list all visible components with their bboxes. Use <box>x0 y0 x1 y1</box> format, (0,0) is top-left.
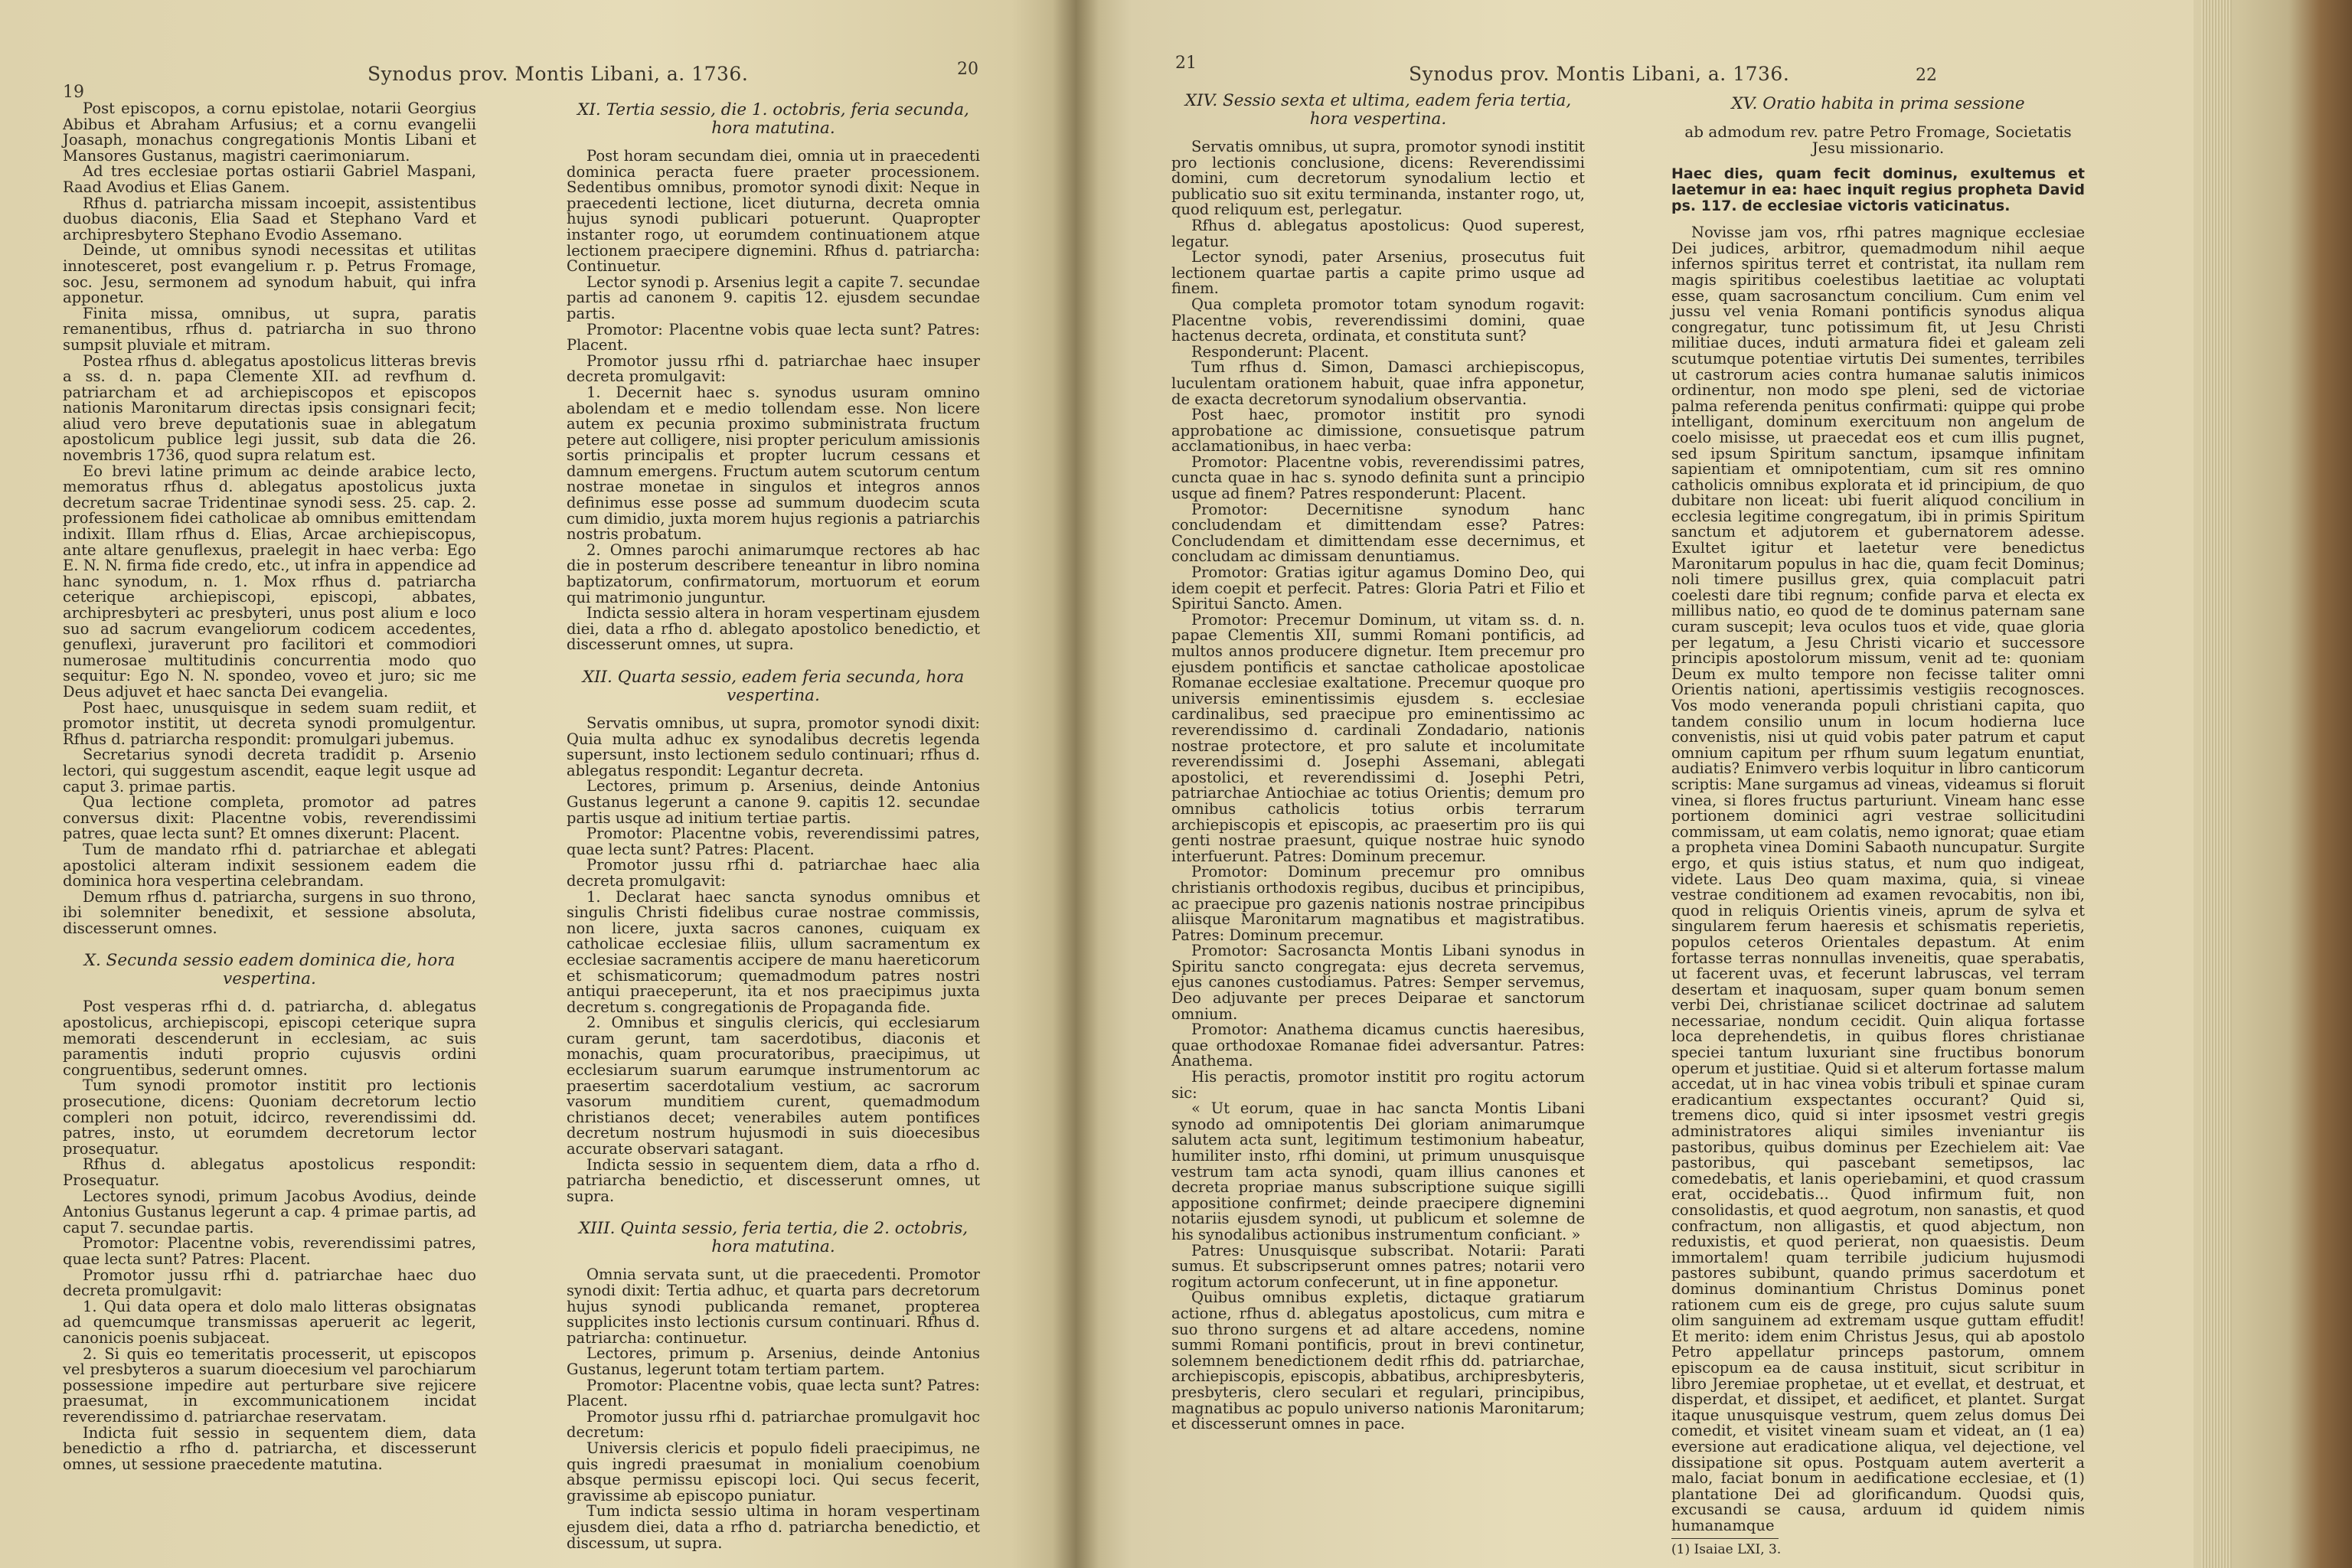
page-edges <box>2201 0 2232 1568</box>
paragraph: Quibus omnibus expletis, dictaque gratiarum actione, rfhus d. ablegatus apostolicus, cum mitra e suo throno surgens et ad altare accedens, nomine summi Romani pontificis, prout in brevi continetur, solemnem benedictionem dedit rfhis dd. patriarchae, archiepiscopis, episcopis, abbatibus, archipresbyteris, presbyteris, clero seculari et regulari, principibus, magnatibus ac populo universo nationis Maronitarum; et discesserunt omnes in pace. <box>1171 1289 1585 1433</box>
paragraph: Universis clericis et populo fideli praecipimus, ne quis ingredi praesumat in monialium coenobium absque permissu episcopi loci. Qui secus fecerit, gravissime ab episcopo puniatur. <box>567 1439 980 1504</box>
paragraph: Tum synodi promotor institit pro lectionis prosecutione, dicens: Quoniam decretorum lectio compleri non potuit, idcirco, reverendissimi dd. patres, insto, ut eorumdem decretorum lector prosequatur. <box>63 1076 476 1158</box>
paragraph: Ad tres ecclesiae portas ostiarii Gabriel Maspani, Raad Avodius et Elias Ganem. <box>63 162 476 196</box>
paragraph: 1. Qui data opera et dolo malo litteras obsignatas ad quemcumque transmissas aperuerit ac legerit, canonicis poenis subjaceat. <box>63 1297 476 1347</box>
right-page <box>1076 0 2194 1568</box>
paragraph: Rfhus d. patriarcha missam incoepit, assistentibus duobus diaconis, Elia Saad et Stephano Vard et archipresbytero Stephano Evodio Assemano. <box>63 194 476 243</box>
paragraph: Deinde, ut omnibus synodi necessitas et utilitas innotesceret, post evangelium r. p. Petrus Fromage, soc. Jesu, sermonem ad synodum habuit, qui infra apponetur. <box>63 241 476 307</box>
paragraph: Servatis omnibus, ut supra, promotor synodi institit pro lectionis conclusione, dicens: Reverendissimi domini, cum decretorum synodalium lectio et publicatio suo sit exitu terminanda, instanter rogo, ut, quod reliquum est, perlegatur. <box>1171 138 1585 219</box>
footnote-rule <box>1671 1538 1779 1539</box>
paragraph: His peractis, promotor institit pro rogitu actorum sic: <box>1171 1068 1585 1102</box>
paragraph: 2. Si quis eo temeritatis processerit, ut episcopos vel presbyteros a suarum dioecesium vel parochiarum possessione impedire aut perturbare sive rejicere praesumat, in excommunicationem incidat reverendissimo d. patriarchae reservatam. <box>63 1344 476 1426</box>
paragraph: Novisse jam vos, rfhi patres magnique ecclesiae Dei judices, arbitror, quemadmodum nihil aeque infernos spiritus terret et contristat, ita nullam rem magis spiritibus coelestibus laetitiae ac voluptati esse, quam sacrosanctum concilium. Cum enim vel jussu vel venia Romani pontificis synodus aliqua congregatur, tunc potissimum fit, ut Jesu Christi militiae duces, induti armatura fidei et galeam zeli scutumque potentiae virtutis Dei sumentes, terribiles ut castrorum acies contra humanae salutis inimicos ordinentur, non modo spe pleni, sed de victoriae palma referenda penitus confirmati: quippe qui probe intelligant, dominum exercituum non angelum de coelo misisse, ut praecedat eos et cum illis pugnet, sed ipsum Spiritum sanctum, ipsamque infinitam sapientiam et omnipotentiam, cum sit res omnino catholicis omnibus explorata et id principium, de quo dubitare non liceat: ubi fuerit aliquod concilium in ecclesia legitime congregatum, ibi in primis Spiritum sanctum et adjutorem et gubernatorem adesse. Exultet igitur et laetetur vere benedictus Maronitarum populus in hac die, quam fecit Dominus; noli timere pusillus grex, quia complacuit patri coelesti dare tibi regnum; confide parva et electa ex millibus natio, eo quod de te dominus paternam sane curam suscepit; leva oculos tuos et vide, quae gloria per legatum, a Jesu Christi vicario et successore principis apostolorum missum, venit ad te: quoniam Deum ex multo tempore non fecisse taliter omni Orientis nationi, apertissimis vestigiis recognosces. Vos modo veneranda populi christiani capita, quo tandem consilio unum in locum hodierna luce convenistis, nisi ut quid vobis pater patrum et caput omnium capitum per rfhum suum legatum enuntiat, audiatis? Enimvero verbis loquitur in libro canticorum scriptis: Mane surgamus ad vineas, videamus si floruit vinea, si flores fructus parturiunt. Vineam hanc esse portionem dominici agri vestrae sollicitudini commissam, ut eam colatis, nemo ignorat; quae etiam a propheta vinea Domini Sabaoth nuncupatur. Surgite ergo, et quis istius status, et num quo indigeat, videte. Laus Deo quam maxima, quia, si vineae vestrae conditionem ad examen revocabitis, non ibi, quod in reliquis Orientis vineis, aprum de sylva et singularem ferum haeresis et schismatis reperietis, populos ceteros Orientales depastum. At enim fortasse terras nonnullas inveneitis, quae sperabatis, ut facerent uvas, et fecerunt labruscas, vel terram desertam et inaquosam, super quam bonum semen verbi Dei, christianae scilicet doctrinae ad salutem necessariae, nondum cecidit. Quin aliqua fortasse loca deprehendetis, in quibus flores christianae speciei tantum luxuriant sine fructibus bonorum operum et justitiae. Quid si et alterum fortasse malum accedat, ut in hac vinea vobis tribuli et spinae curam eradicantium exspectantes occurant? Quid si, tremens dico, quid si inter ipsosmet vestri gregis administratores aliqui similes inveniantur iis pastoribus, quibus dominus per Ezechielem ait: Vae pastoribus, qui pascebant semetipsos, lac comedebatis, et lanis operiebamini, et quod crassum erat, occidebatis... Quod infirmum fuit, non consolidastis, et quod aegrotum, non sanastis, et quod confractum, non alligastis, et quod abjectum, non reduxistis, et quod perierat, non quaesistis. Deum immortalem! quam terribile judicium hujusmodi pastores subibunt, quando primus sacerdotum et dominus dominantium Christus Dominus ponet rationem cum eis de grege, pro cujus salute suum olim sanguinem ad extremam usque guttam effudit! Et merito: idem enim Christus Jesus, qui ab apostolo Petro appellatur princeps pastorum, omnem episcopum ea de causa instituit, sicut scribitur in libro Jeremiae prophetae, ut et evellat, et destruat, et disperdat, et dissipet, et aedificet, et plantet. Surgat itaque unusquisque vestrum, quem zelus domus Dei comedit, et visitet vineam suam et videat, an (1 ea) eversione aut eradicatione aliqua, vel dejectione, vel dissipatione sit opus. Postquam autem averterit a malo, faciat bonum in aedificatione ecclesiae, et (1) plantatione Dei ad glorificandum. Quodsi quis, excusandi se causa, arduum id quidem nimis humanamque <box>1671 224 2085 1534</box>
paragraph: Promotor: Gratias igitur agamus Domino Deo, qui idem coepit et perfecit. Patres: Gloria Patri et Filio et Spiritui Sancto. Amen. <box>1171 564 1585 613</box>
paragraph: Patres: Unusquisque subscribat. Notarii: Parati sumus. Et subscripserunt omnes patres; notarii vero rogitum actorum confecerunt, ut in fine apponetur. <box>1171 1241 1585 1291</box>
paragraph: Demum rfhus d. patriarcha, surgens in suo throno, ibi solemniter benedixit, et sessione absoluta, discesserunt omnes. <box>63 887 476 937</box>
paragraph: Promotor: Placentne vobis quae lecta sunt? Patres: Placent. <box>567 320 980 354</box>
paragraph: Promotor: Placentne vobis, reverendissimi patres, quae lecta sunt? Patres: Placent. <box>567 825 980 858</box>
paragraph: Rfhus d. ablegatus apostolicus: Quod superest, legatur. <box>1171 216 1585 250</box>
paragraph: « Ut eorum, quae in hac sancta Montis Libani synodo ad omnipotentis Dei gloriam animarumque salutem acta sunt, legitimum testimonium habeatur, humiliter insto, rfhi domini, ut primum unusquisque vestrum tam acta synodi, quam illius canones et decreta propriae manus subscriptione suique sigilli appositione confirmet; deinde praecipere dignemini notariis ejusdem synodi, ut publicum et solemne de his synodalibus actionibus instrumentum conficiant. » <box>1171 1099 1585 1243</box>
section-heading: X. Secunda sessio eadem dominica die, hora vespertina. <box>83 951 456 989</box>
paragraph: 1. Decernit haec s. synodus usuram omnino abolendam et e medio tollendam esse. Non licere autem ex pecunia proximo subministrata fructum petere aut colligere, nisi propter periculum amissionis sortis principalis et propter lucrum cessans et damnum emergens. Fructum autem scutorum centum nostrae monetae in singulos et integros annos definimus esse posse ad summum duodecim scuta cum dimidio, juxta morem hujus regionis a patriarchis nostris probatum. <box>567 383 980 544</box>
paragraph: Promotor: Placentne vobis, reverendissimi patres, cuncta quae in hac s. synodo definita sunt a principio usque ad finem? Patres responderunt: Placent. <box>1171 452 1585 503</box>
paragraph: 2. Omnibus et singulis clericis, qui ecclesiarum curam gerunt, tam sacerdotibus, diaconis et monachis, quam procuratoribus, praecipimus, ut ecclesiarum suarum earumque instrumentorum ac praesertim sacerdotalium vestium, ac sacrorum vasorum munditiem curent, quemadmodum christianos decet; venerabiles autem pontifices decretum nostrum hujusmodi in suis dioecesibus accurate observari satagant. <box>567 1014 980 1158</box>
paragraph: Promotor jussu rfhi d. patriarchae promulgavit hoc decretum: <box>567 1407 980 1442</box>
page-number: 22 <box>1916 66 1937 85</box>
paragraph: Lectores, primum p. Arsenius, deinde Antonius Gustanus, legerunt totam tertiam partem. <box>567 1344 980 1378</box>
paragraph: Eo brevi latine primum ac deinde arabice lecto, memoratus rfhus d. ablegatus apostolicus juxta decretum sacrae Tridentinae synodi sess. 25. cap. 2. professionem fidei catholicae ab omnibus emittendam indixit. Illam rfhus d. Elias, Arcae archiepiscopus, ante altare genuflexus, praelegit in haec verba: Ego E. N. N. firma fide credo, etc., ut infra in appendice ad hanc synodum, n. 1. Mox rfhus d. patriarcha ceterique archiepiscopi, episcopi, abbates, archipresbyteri ac presbyteri, unus post alium e loco suo ad sacrum evangeliorum codicem accedentes, genuflexi, juraverunt pro facilitori et commodiori numerosae multitudinis concurrentia modo quo sequitur: Ego N. N. spondeo, voveo et juro; sic me Deus adjuvet et haec sancta Dei evangelia. <box>63 462 476 701</box>
bold-epigraph: Haec dies, quam fecit dominus, exultemus et laetemur in ea: haec inquit regius propheta David ps. 117. de ecclesiae victoris vaticinatus. <box>1671 165 2085 215</box>
paragraph: Promotor: Sacrosancta Montis Libani synodus in Spiritu sancto congregata: ejus decreta servemus, ejus canones custodiamus. Patres: Semper servemus, Deo adjuvante per preces Deiparae et sanctorum omnium. <box>1171 942 1585 1023</box>
footnote: (1) Isaiae LXI, 3. <box>1671 1542 1782 1558</box>
paragraph: Promotor: Placentne vobis, reverendissimi patres, quae lecta sunt? Patres: Placent. <box>63 1234 476 1268</box>
paragraph: Post vesperas rfhi d. d. patriarcha, d. ablegatus apostolicus, archiepiscopi, episcopi ceterique supra memorati descenderunt in ecclesiam, ac suis paramentis induti proprio cujusvis ordini congruentibus, sederunt omnes. <box>63 998 476 1079</box>
page-number: 20 <box>957 60 978 79</box>
paragraph: Tum de mandato rfhi d. patriarchae et ablegati apostolici alteram indixit sessionem eadem die dominica hora vespertina celebrandam. <box>63 840 476 890</box>
paragraph: 1. Declarat haec sancta synodus omnibus et singulis Christi fidelibus curae nostrae commissis, non licere, juxta sacros canones, cuiquam ex catholicae ecclesiae filiis, ullum sacramentum ex ecclesiae sacramentis accipere de manu haereticorum et schismaticorum; quemadmodum patres nostri antiqui praeceperunt, ita et nos praecipimus juxta decretum s. congregationis de Propaganda fide. <box>567 887 980 1016</box>
paragraph: Post haec, promotor institit pro synodi approbatione ac dimissione, consuetisque patrum acclamationibus, in haec verba: <box>1171 406 1585 456</box>
page-number: 19 <box>63 83 84 102</box>
paragraph: Rfhus d. ablegatus apostolicus respondit: Prosequatur. <box>63 1155 476 1189</box>
paragraph: Responderunt: Placent. <box>1191 342 1370 361</box>
paragraph: Promotor: Anathema dicamus cunctis haeresibus, quae orthodoxae Romanae fidei adversantur. Patres: Anathema. <box>1171 1021 1585 1070</box>
paragraph: Tum indicta sessio ultima in horam vespertinam ejusdem diei, data a rfho d. patriarcha benedictio, et discessum, ut supra. <box>567 1502 980 1552</box>
page-number: 21 <box>1175 54 1197 73</box>
paragraph: Indicta fuit sessio in sequentem diem, data benedictio a rfho d. patriarcha, et discesserunt omnes, ut sessione praecedente matutina. <box>63 1423 476 1473</box>
left-page <box>0 0 1076 1568</box>
section-subheading: ab admodum rev. patre Petro Fromage, Societatis Jesu missionario. <box>1684 122 2072 157</box>
running-head: Synodus prov. Montis Libani, a. 1736. <box>1409 63 1790 85</box>
paragraph: Lectores, primum p. Arsenius, deinde Antonius Gustanus legerunt a canone 9. capitis 12. secundae partis usque ad initium tertiae partis. <box>567 777 980 827</box>
paragraph: Promotor: Placentne vobis, quae lecta sunt? Patres: Placent. <box>567 1376 980 1410</box>
paragraph: 2. Omnes parochi animarumque rectores ab hac die in posterum describere teneantur in libro nomina baptizatorum, confirmatorum, mortuorum et eorum qui matrimonio junguntur. <box>567 541 980 606</box>
text-column <box>567 101 980 1551</box>
paragraph: Post episcopos, a cornu epistolae, notarii Georgius Abibus et Abraham Arfusius; et a cornu evangelii Joasaph, monachus congregationis Montis Libani et Mansores Gustanus, magistri caerimoniarum. <box>63 100 476 165</box>
paragraph: Indicta sessio in sequentem diem, data a rfho d. patriarcha benedictio, et discesserunt omnes, ut supra. <box>567 1155 980 1205</box>
paragraph: Promotor: Dominum precemur pro omnibus christianis orthodoxis regibus, ducibus et principibus, ac praecipue pro gazenis nationis nostrae principibus aliisque Maronitarum magnatibus et magistratibus. Patres: Dominum precemur. <box>1171 863 1585 944</box>
book-cover-edge <box>2194 0 2352 1568</box>
paragraph: Finita missa, omnibus, ut supra, paratis remanentibus, rfhus d. patriarcha in suo throno sumpsit pluviale et mitram. <box>63 304 476 354</box>
paragraph: Omnia servata sunt, ut die praecedenti. Promotor synodi dixit: Tertia adhuc, et quarta pars decretorum hujus synodi publicanda remanet, propterea supplicites insto lectionis cursum continuari. Rfhus d. patriarcha: continuetur. <box>567 1266 980 1347</box>
paragraph: Post haec, unusquisque in sedem suam rediit, et promotor institit, ut decreta synodi promulgentur. Rfhus d. patriarcha respondit: promulgari jubemus. <box>63 698 476 748</box>
paragraph: Lectores synodi, primum Jacobus Avodius, deinde Antonius Gustanus legerunt a cap. 4 primae partis, ad caput 7. secundae partis. <box>63 1187 476 1236</box>
paragraph: Promotor jussu rfhi d. patriarchae haec duo decreta promulgavit: <box>63 1266 476 1300</box>
paragraph: Promotor: Precemur Dominum, ut vitam ss. d. n. papae Clementis XII, summi Romani pontificis, ad multos annos producere dignetur. Item precemur pro ejusdem pontificis et sanctae catholicae apostolicae Romanae ecclesiae exaltatione. Precemur quoque pro universis eminentissimis ejusdem s. ecclesiae cardinalibus, sed praecipue pro eminentissimo ac reverendissimo d. cardinali Zondadario, nationis nostrae protectore, et pro salute et incolumitate reverendissimi d. Josephi Assemani, ablegati apostolici, et reverendissimi d. Josephi Petri, patriarchae Antiochiae ac totius Orientis; demum pro omnibus catholicis totius orbis terrarum archiepiscopis et episcopis, ac praesertim pro iis qui genti nostrae praesunt, quique nostrae huic synodo interfuerunt. Patres: Dominum precemur. <box>1171 610 1585 865</box>
section-heading: XIV. Sessio sexta et ultima, eadem feria tertia, hora vespertina. <box>1184 91 1572 129</box>
paragraph: Secretarius synodi decreta tradidit p. Arsenio lectori, qui suggestum ascendit, eaque legit usque ad caput 3. primae partis. <box>63 746 476 795</box>
running-head: Synodus prov. Montis Libani, a. 1736. <box>368 63 749 85</box>
paragraph: Qua completa promotor totam synodum rogavit: Placentne vobis, reverendissimi domini, quae hactenus decreta, ordinata, et constituta sunt? <box>1171 295 1585 345</box>
paragraph: Lector synodi, pater Arsenius, prosecutus fuit lectionem quartae partis a capite primo usque ad finem. <box>1171 248 1585 298</box>
paragraph: Postea rfhus d. ablegatus apostolicus litteras brevis a ss. d. n. papa Clemente XII. ad revfhum d. patriarcham et ad archiepiscopos et episcopos nationis Maronitarum directas ipsis consignari fecit; aliud vero breve deputationis suae in ablegatum apostolicum publice legi jussit, sub data die 26. novembris 1736, quod supra relatum est. <box>63 351 476 465</box>
section-heading: XII. Quarta sessio, eadem feria secunda, hora vespertina. <box>582 668 965 705</box>
paragraph: Servatis omnibus, ut supra, promotor synodi dixit: Quia multa adhuc ex synodalibus decretis legenda supersunt, insto lectionem sedulo continuari; rfhus d. ablegatus respondit: Legantur decreta. <box>567 714 980 779</box>
text-column <box>1171 92 1585 1432</box>
text-column <box>63 101 476 1472</box>
section-heading: XV. Oratio habita in prima sessione <box>1731 94 2025 113</box>
paragraph: Indicta sessio altera in horam vespertinam ejusdem diei, data a rfho d. ablegato apostolico benedictio, et discesserunt omnes, ut supra. <box>567 604 980 654</box>
paragraph: Qua lectione completa, promotor ad patres conversus dixit: Placentne vobis, reverendissimi patres, quae lecta sunt? Et omnes dixerunt: Placent. <box>63 793 476 843</box>
section-heading: XI. Tertia sessio, die 1. octobris, feria secunda, hora matutina. <box>577 100 969 138</box>
text-column <box>1671 95 2085 1558</box>
paragraph: Promotor jussu rfhi d. patriarchae haec alia decreta promulgavit: <box>567 856 980 890</box>
paragraph: Post horam secundam diei, omnia ut in praecedenti dominica peracta fuere praeter processionem. Sedentibus omnibus, promotor synodi dixit: Neque in praecedenti lectione, licet diuturna, decreta omnia hujus synodi publicari potuerunt. Quapropter instanter rogo, ut eorumdem continuationem atque lectionem praecipere dignemini. Rfhus d. patriarcha: Continuetur. <box>567 147 980 276</box>
paragraph: Lector synodi p. Arsenius legit a capite 7. secundae partis ad canonem 9. capitis 12. ejusdem secundae partis. <box>567 273 980 322</box>
paragraph: Promotor jussu rfhi d. patriarchae haec insuper decreta promulgavit: <box>567 351 980 386</box>
book-gutter <box>1053 0 1099 1568</box>
section-heading: XIII. Quinta sessio, feria tertia, die 2. octobris, hora matutina. <box>578 1219 969 1257</box>
paragraph: Promotor: Decernitisne synodum hanc concludendam et dimittendam esse? Patres: Concludendam et dimittendam esse decernimus, et concludam ac dimissam denuntiamus. <box>1171 500 1585 566</box>
paragraph: Tum rfhus d. Simon, Damasci archiepiscopus, luculentam orationem habuit, quae infra apponetur, de exacta decretorum synodalium observantia. <box>1171 358 1585 408</box>
